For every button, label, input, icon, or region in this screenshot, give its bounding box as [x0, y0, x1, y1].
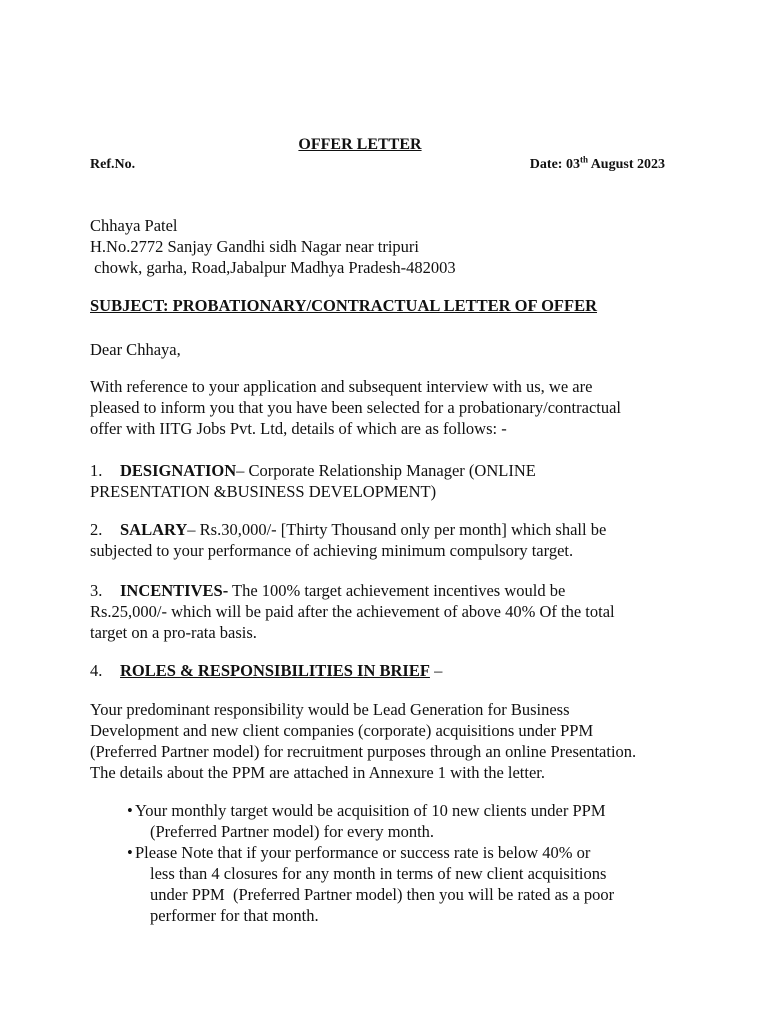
letter-subject: SUBJECT: PROBATIONARY/CONTRACTUAL LETTER OF OFFER: [90, 296, 598, 315]
roles-paragraph-line: Your predominant responsibility would be Lead Generation for Business: [90, 700, 570, 719]
item-heading: DESIGNATION: [120, 461, 237, 480]
bullet-text-continued: performer for that month.: [150, 906, 319, 925]
offer-item-roles: [90, 660, 442, 681]
roles-paragraph-line: Development and new client companies (corporate) acquisitions under PPM: [90, 721, 594, 740]
letter-title: OFFER LETTER: [298, 136, 422, 153]
recipient-address-line1: H.No.2772 Sanjay Gandhi sidh Nagar near tripuri: [90, 237, 420, 256]
bullet-text-continued: less than 4 closures for any month in terms of new client acquisitions: [150, 864, 607, 883]
recipient-name: Chhaya Patel: [90, 216, 178, 235]
item-heading: INCENTIVES-: [120, 581, 229, 600]
item-number: 3.: [90, 581, 103, 600]
item-heading: ROLES & RESPONSIBILITIES IN BRIEF: [120, 661, 430, 680]
recipient-address-line2: chowk, garha, Road,Jabalpur Madhya Pradesh-482003: [90, 258, 456, 277]
item-number: 1.: [90, 461, 103, 480]
item-text: – Corporate Relationship Manager (ONLINE: [236, 461, 536, 480]
intro-line: With reference to your application and subsequent interview with us, we are: [90, 377, 593, 396]
bullet-item: [127, 800, 606, 821]
intro-line: offer with IITG Jobs Pvt. Ltd, details of which are as follows: -: [90, 419, 507, 438]
item-text: The 100% target achievement incentives would be: [228, 581, 566, 600]
roles-paragraph-line: (Preferred Partner model) for recruitment purposes through an online Presentation.: [90, 742, 637, 761]
item-text-continued: Rs.25,000/- which will be paid after the achievement of above 40% Of the total: [90, 602, 615, 621]
item-heading: SALARY: [120, 520, 188, 539]
offer-item-incentives: [90, 580, 565, 601]
item-number: 4.: [90, 661, 103, 680]
item-number: 2.: [90, 520, 103, 539]
bullet-text: Please Note that if your performance or success rate is below 40% or: [135, 843, 591, 862]
reference-number-label: Ref.No.: [90, 157, 136, 172]
bullet-text: Your monthly target would be acquisition of 10 new clients under PPM: [135, 801, 606, 820]
bullet-glyph: •: [127, 843, 133, 862]
item-text: –: [429, 661, 443, 680]
date-suffix: August 2023: [587, 157, 665, 172]
date-prefix: Date: 03: [529, 157, 580, 172]
intro-line: pleased to inform you that you have been selected for a probationary/contractual: [90, 398, 622, 417]
offer-item-designation: [90, 460, 536, 481]
salutation: Dear Chhaya,: [90, 340, 181, 359]
offer-item-salary: [90, 519, 606, 540]
item-text-continued: subjected to your performance of achieving minimum compulsory target.: [90, 541, 574, 560]
date-superscript: th: [579, 154, 588, 165]
item-text-continued: target on a pro-rata basis.: [90, 623, 257, 642]
item-text-continued: PRESENTATION &BUSINESS DEVELOPMENT): [90, 482, 437, 501]
bullet-text-continued: under PPM (Preferred Partner model) then you will be rated as a poor: [150, 885, 615, 904]
roles-paragraph-line: The details about the PPM are attached in Annexure 1 with the letter.: [90, 763, 545, 782]
bullet-text-continued: (Preferred Partner model) for every month.: [150, 822, 435, 841]
item-text: – Rs.30,000/- [Thirty Thousand only per month] which shall be: [187, 520, 607, 539]
letter-date: [529, 154, 665, 173]
bullet-glyph: •: [127, 801, 133, 820]
bullet-item: [127, 842, 590, 863]
